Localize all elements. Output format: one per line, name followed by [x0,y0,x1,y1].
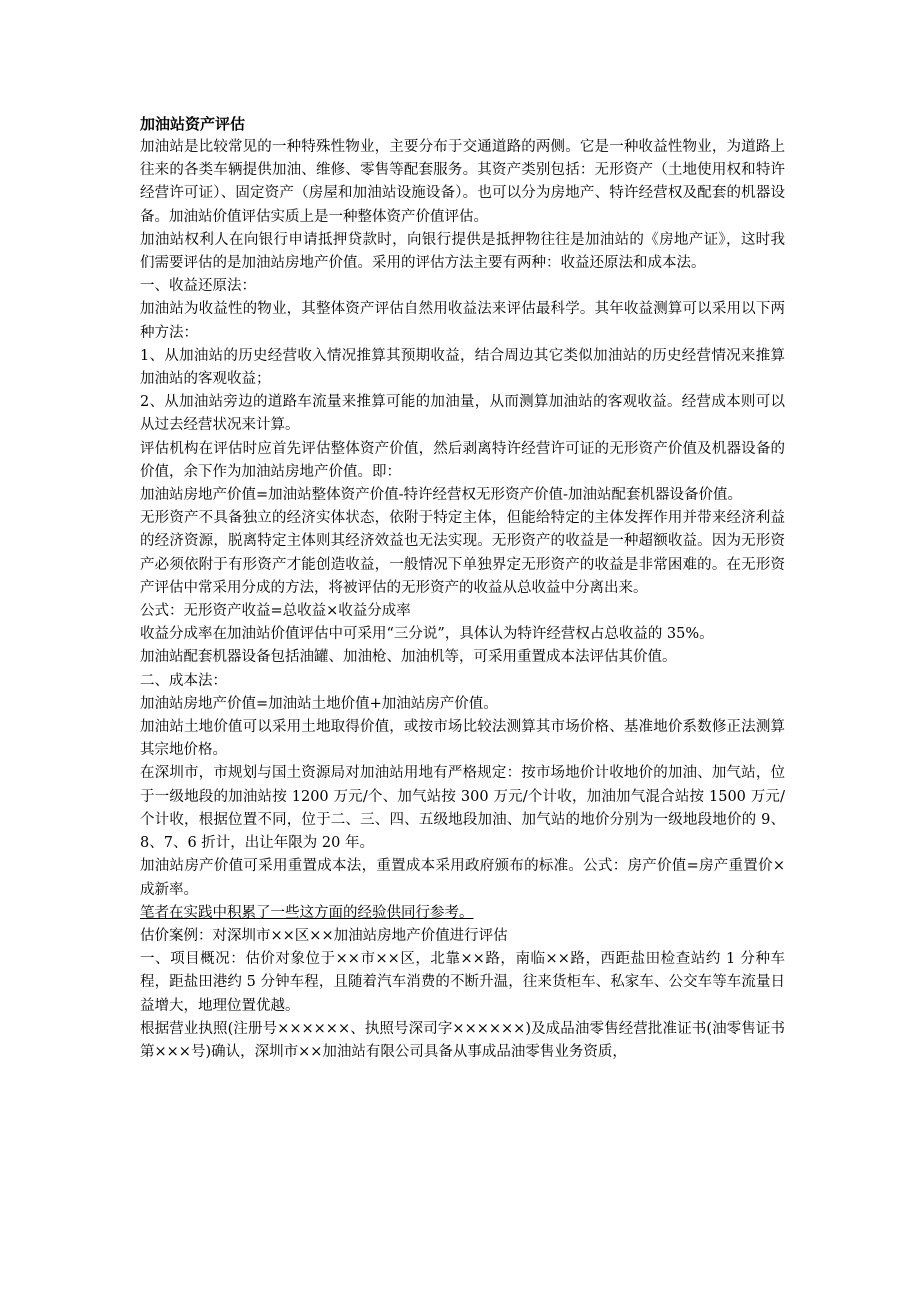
paragraph-intangible-assets: 无形资产不具备独立的经济实体状态，依附于特定主体，但能给特定的主体发挥作用并带来经济利益的经济资源，脱离特定主体则其经济效益也无法实现。无形资产的收益是一种超额收益。因为无形资产必须依附于有形资产才能创造收益，一般情况下单独界定无形资产的收益是非常困难的。在无形资产评估中常采用分成的方法，将被评估的无形资产的收益从总收益中分离出来。 [140,510,785,596]
paragraph-share-ratio: 收益分成率在加油站价值评估中可采用“三分说”，具体认为特许经营权占总收益的 35%。 [140,626,714,643]
formula-real-estate-value: 加油站房地产价值=加油站整体资产价值-特许经营权无形资产价值-加油站配套机器设备价值。 [140,487,742,504]
paragraph-land-value: 加油站土地价值可以采用土地取得价值，或按市场比较法测算其市场价格、基准地价系数修正法测算其宗地价格。 [140,719,785,759]
list-item-2: 2、从加油站旁边的道路车流量来推算可能的加油量，从而测算加油站的客观收益。经营成本则可以从过去经营状况来计算。 [140,394,785,434]
paragraph-shenzhen-rules: 在深圳市，市规划与国土资源局对加油站用地有严格规定：按市场地价计收地价的加油、加气站，位于一级地段的加油站按 1200 万元/个、加气站按 300 万元/个计收，加油加气混合站按 1500 万元/个计收，根据位置不同，位于二、三、四、五级地段加油、加气站的地价分别为一级地段地价的 9、8、7、6 折计，出让年限为 20 年。 [140,765,785,852]
list-item-1: 1、从加油站的历史经营收入情况推算其预期收益，结合周边其它类似加油站的历史经营情况来推算加油站的客观收益； [140,347,785,388]
paragraph-intro: 加油站是比较常见的一种特殊性物业，主要分布于交通道路的两侧。它是一种收益性物业，为道路上往来的各类车辆提供加油、维修、零售等配套服务。其资产类别包括：无形资产（土地使用权和特许经营许可证）、固定资产（房屋和加油站设施设备）。也可以分为房地产、特许经营权及配套的机器设备。加油站价值评估实质上是一种整体资产价值评估。 [140,139,785,225]
underlined-note: 笔者在实践中积累了一些这方面的经验供同行参考。 [140,904,474,921]
paragraph-evaluation-order: 评估机构在评估时应首先评估整体资产价值，然后剥离特许经营许可证的无形资产价值及机器设备的价值，余下作为加油站房地产价值。即： [140,440,785,480]
section-heading-cost: 二、成本法： [140,672,227,689]
document-title: 加油站资产评估 [140,115,246,133]
paragraph-project-overview: 一、项目概况：估价对象位于××市××区，北靠××路，南临××路，西距盐田检查站约 1 分种车程，距盐田港约 5 分钟车程，且随着汽车消费的不断升温，往来货柜车、私家车、公交车等车流量日益增大，地理位置优越。 [140,951,785,1014]
formula-intangible-income: 公式：无形资产收益=总收益×收益分成率 [140,603,411,620]
paragraph-mortgage: 加油站权利人在向银行申请抵押贷款时，向银行提供是抵押物往往是加油站的《房地产证》，这时我们需要评估的是加油站房地产价值。采用的评估方法主要有两种：收益还原法和成本法。 [140,231,785,272]
section-heading-income: 一、收益还原法： [140,278,256,295]
document-page [140,112,785,1064]
paragraph-income-method: 加油站为收益性的物业，其整体资产评估自然用收益法来评估最科学。其年收益测算可以采用以下两种方法： [140,301,785,341]
paragraph-equipment: 加油站配套机器设备包括油罐、加油枪、加油机等，可采用重置成本法评估其价值。 [140,649,677,666]
case-heading: 估价案例：对深圳市××区××加油站房地产价值进行评估 [140,927,508,944]
formula-cost-method: 加油站房地产价值=加油站土地价值+加油站房产价值。 [140,695,498,712]
paragraph-license: 根据营业执照(注册号××××××、执照号深司字××××××)及成品油零售经营批准证书(油零售证书第×××号)确认，深圳市××加油站有限公司具备从事成品油零售业务资质， [140,1020,785,1060]
paragraph-building-value: 加油站房产价值可采用重置成本法，重置成本采用政府颁布的标准。公式：房产价值=房产重置价×成新率。 [140,858,785,898]
